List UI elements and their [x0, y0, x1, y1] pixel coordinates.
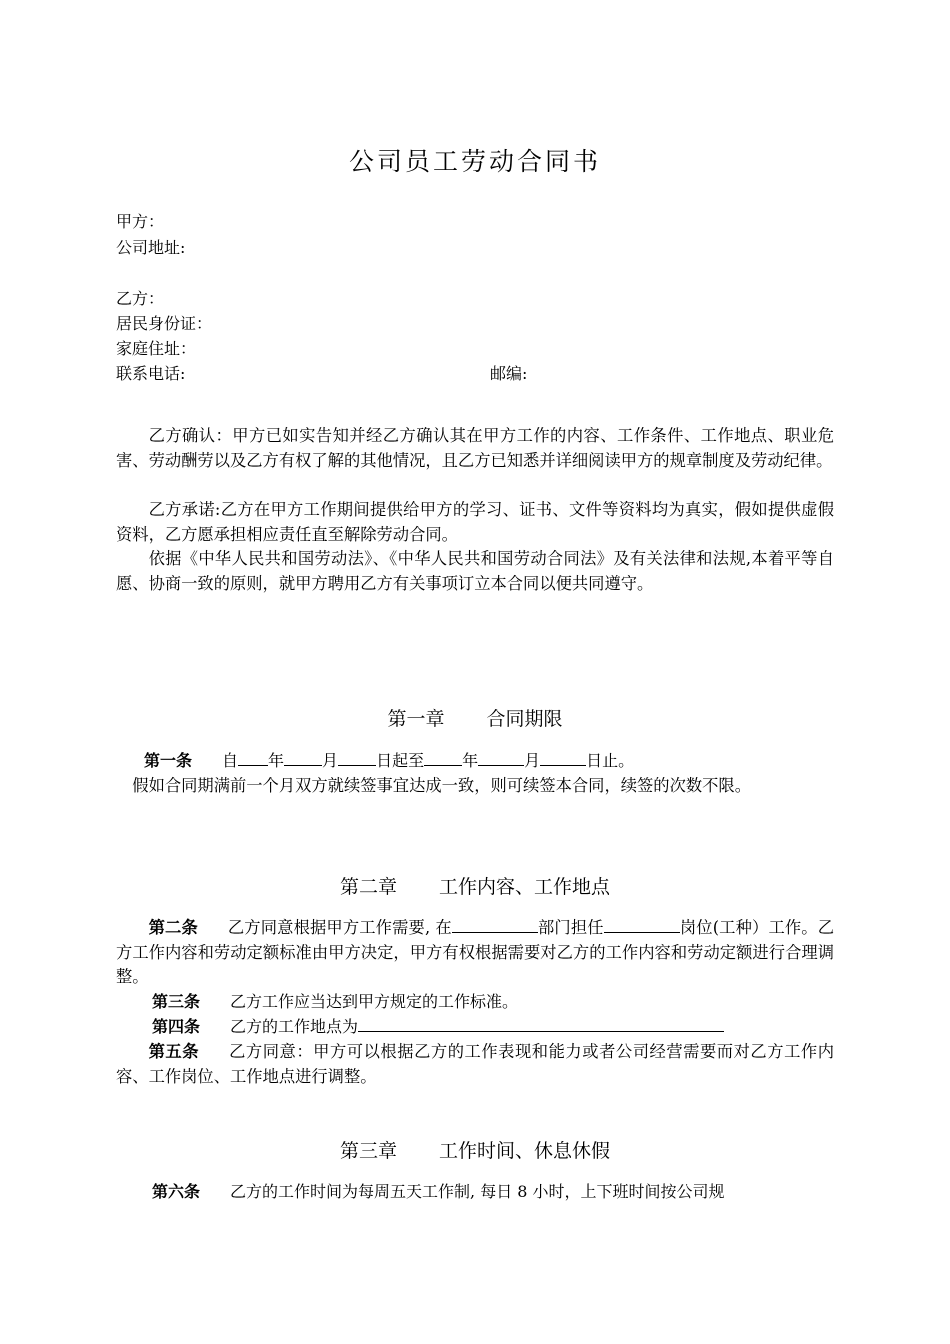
party-a-label: 甲方： [116, 212, 165, 231]
company-address-label: 公司地址: [116, 238, 186, 257]
article-4: 第四条 乙方的工作地点为 [152, 1015, 724, 1039]
end-day-blank [540, 749, 586, 766]
chapter-1-number: 第一章 [387, 708, 445, 730]
chapter-2-name: 工作内容、工作地点 [439, 876, 611, 898]
preamble-basis: 依据《中华人民共和国劳动法》、《中华人民共和国劳动合同法》及有关法律和法规,本着平等自愿、协商一致的原则，就甲方聘用乙方有关事项订立本合同以便共同遵守。 [116, 549, 834, 593]
preamble-promise: 乙方承诺:乙方在甲方工作期间提供给甲方的学习、证书、文件等资料均为真实，假如提供虚假资料，乙方愿承担相应责任直至解除劳动合同。 [116, 500, 834, 544]
chapter-1-heading [0, 704, 950, 734]
document-title: 公司员工劳动合同书 [348, 147, 601, 176]
end-year-blank [424, 749, 462, 766]
article-6-label: 第六条 [152, 1182, 201, 1201]
start-day-blank [338, 749, 376, 766]
start-year-blank [238, 749, 268, 766]
article-5-label: 第五条 [148, 1042, 200, 1061]
preamble-confirm: 乙方确认：甲方已如实告知并经乙方确认其在甲方工作的内容、工作条件、工作地点、职业危害、劳动酬劳以及乙方有权了解的其他情况，且乙方已知悉并详细阅读甲方的规章制度及劳动纪律。 [116, 426, 834, 470]
home-address-label: 家庭住址： [116, 339, 197, 358]
department-blank [452, 916, 538, 933]
chapter-1-name: 合同期限 [486, 708, 563, 730]
end-month-blank [478, 749, 524, 766]
article-5: 第五条 乙方同意：甲方可以根据乙方的工作表现和能力或者公司经营需要而对乙方工作内容、工作岗位、工作地点进行调整。 [116, 1042, 834, 1086]
article-3-label: 第三条 [152, 992, 201, 1011]
chapter-2-heading [0, 872, 950, 902]
chapter-3-number: 第三章 [339, 1140, 397, 1162]
renewal-clause: 假如合同期满前一个月双方就续签事宜达成一致，则可续签本合同，续签的次数不限。 [132, 776, 751, 795]
article-1-label: 第一条 [144, 751, 193, 770]
article-4-label: 第四条 [152, 1017, 201, 1036]
article-3: 第三条 乙方工作应当达到甲方规定的工作标准。 [152, 992, 519, 1011]
article-2-label: 第二条 [148, 918, 198, 937]
work-location-blank [358, 1015, 724, 1032]
start-month-blank [284, 749, 322, 766]
party-b-label: 乙方： [116, 289, 165, 308]
postcode-label: 邮编: [490, 364, 528, 383]
id-card-label: 居民身份证： [116, 314, 213, 333]
article-2: 第二条 乙方同意根据甲方工作需要, 在 部门担任 岗位(工种）工作。乙方工作内容和劳动定额标准由甲方决定，甲方有权根据需要对乙方的工作内容和劳动定额进行合理调整。 [116, 918, 834, 986]
chapter-3-heading [0, 1136, 950, 1166]
chapter-3-name: 工作时间、休息休假 [439, 1140, 611, 1162]
article-1: 第一条 自 年 月 日起至 年 月 日止。 [144, 751, 635, 770]
position-blank [604, 916, 680, 933]
phone-label: 联系电话: [116, 364, 186, 383]
article-6: 第六条 乙方的工作时间为每周五天工作制, 每日 8 小时，上下班时间按公司规 [152, 1182, 725, 1201]
phone-row [116, 362, 528, 386]
chapter-2-number: 第二章 [339, 876, 397, 898]
